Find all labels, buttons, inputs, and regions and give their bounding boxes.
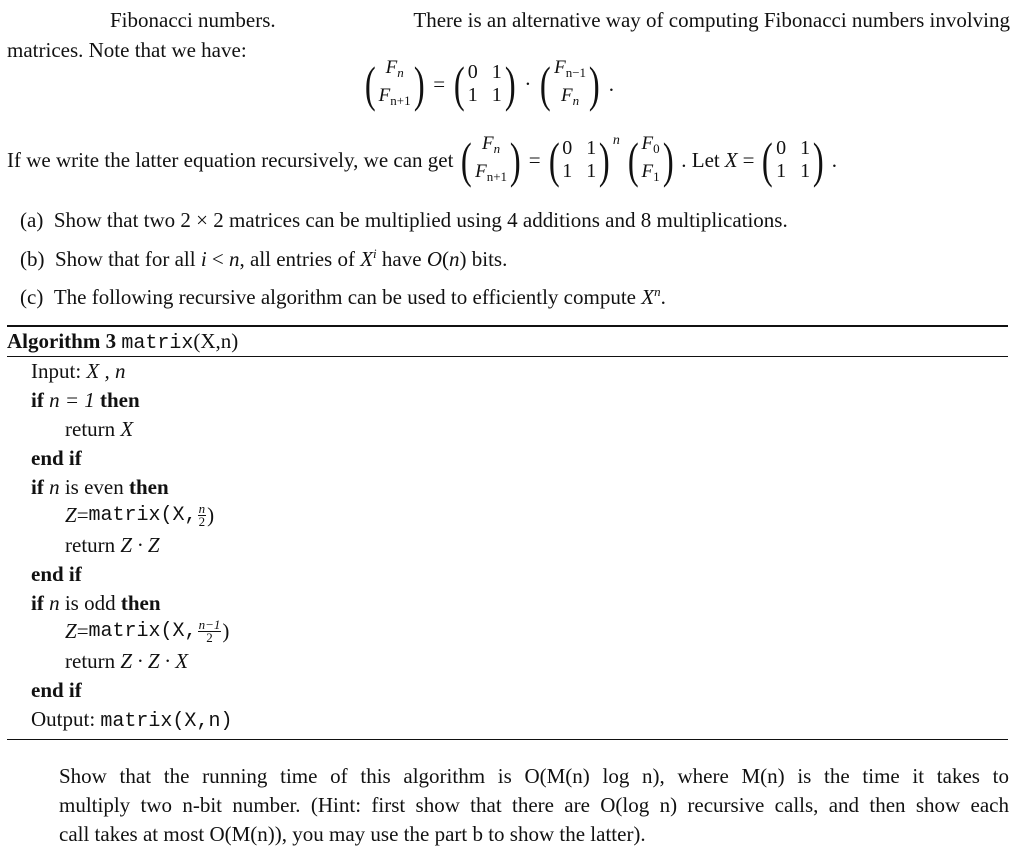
algo-endif-1: end if [31, 446, 82, 470]
algorithm-title-rule [7, 356, 1008, 357]
algorithm-title: Algorithm 3 matrix(X,n) [7, 329, 239, 355]
rec-x-matrix: ( 0 1 1 1 ) [762, 132, 824, 188]
rec-lhs-vector: ( $F_n$ $F_{n+1}$ ) [461, 132, 521, 188]
rec-x-var: X [724, 147, 738, 172]
eq1-matrix: ( 0 1 1 1 ) [454, 56, 516, 112]
intro-line-1 [110, 8, 1010, 33]
algorithm-bottom-rule [7, 739, 1008, 740]
closing-line-1: Show that the running time of this algorithm is O(M(n) log n), where M(n) is the time it takes to [59, 764, 1009, 788]
recursive-text: If we write the latter equation recursively, we can get [7, 147, 454, 172]
intro-sentence-1: There is an alternative way of computing Fibonacci numbers involving [413, 8, 1010, 32]
part-a: (a) Show that two 2 × 2 matrices can be multiplied using 4 additions and 8 multiplications. [20, 208, 788, 232]
algo-if-3: if n is odd then [31, 591, 161, 615]
algo-return-2: return Z · Z [65, 533, 160, 557]
rec-let-equals: = [742, 147, 755, 172]
recursive-line [7, 132, 837, 188]
eq1-lhs-vector: ( $F_n$ $F_{n+1}$ ) [364, 56, 425, 112]
algo-if-2: if n is even then [31, 475, 169, 499]
algo-return-1: return X [65, 417, 134, 441]
algorithm-top-rule [7, 325, 1008, 327]
eq1-period: . [608, 71, 614, 96]
algo-z-assign-1: Z = matrix (X, $\frac{n}{2}$ ) [65, 501, 215, 529]
algo-if-1: if n = 1 then [31, 388, 140, 412]
rec-initial-vector: ( $F_0$ $F_1$ ) [627, 132, 674, 188]
algo-endif-2: end if [31, 562, 82, 586]
equation-1 [362, 56, 614, 112]
algo-return-3: return Z · Z · X [65, 649, 189, 673]
part-c: (c) The following recursive algorithm can be used to efficiently compute $X^n$. [20, 284, 666, 309]
algo-input: Input: X , n [31, 359, 126, 383]
rec-let-text: . Let [681, 147, 720, 172]
rec-matrix-power: ( 0 1 1 1 ) n [548, 132, 620, 188]
eq1-dot: · [524, 71, 532, 96]
algo-z-assign-2: Z = matrix (X, $\frac{n-1}{2}$ ) [65, 617, 230, 645]
rec-equals: = [528, 147, 541, 172]
algo-output: Output: matrix(X,n) [31, 707, 233, 733]
closing-line-2: multiply two n-bit number. (Hint: first show that there are O(log n) recursive calls, and then show each [59, 793, 1009, 817]
part-b: (b) Show that for all i < n, all entries of $X^i$ have O(n) bits. [20, 246, 508, 271]
eq1-rhs-vector: ( $F_{n-1}$ $F_n$ ) [540, 56, 600, 112]
rec-period: . [831, 147, 837, 172]
intro-sentence-2: matrices. Note that we have: [7, 38, 247, 62]
algo-endif-3: end if [31, 678, 82, 702]
eq1-equals: = [433, 71, 446, 96]
closing-line-3: call takes at most O(M(n)), you may use the part b to show the latter). [59, 822, 646, 846]
intro-lead: Fibonacci numbers. [110, 8, 276, 32]
